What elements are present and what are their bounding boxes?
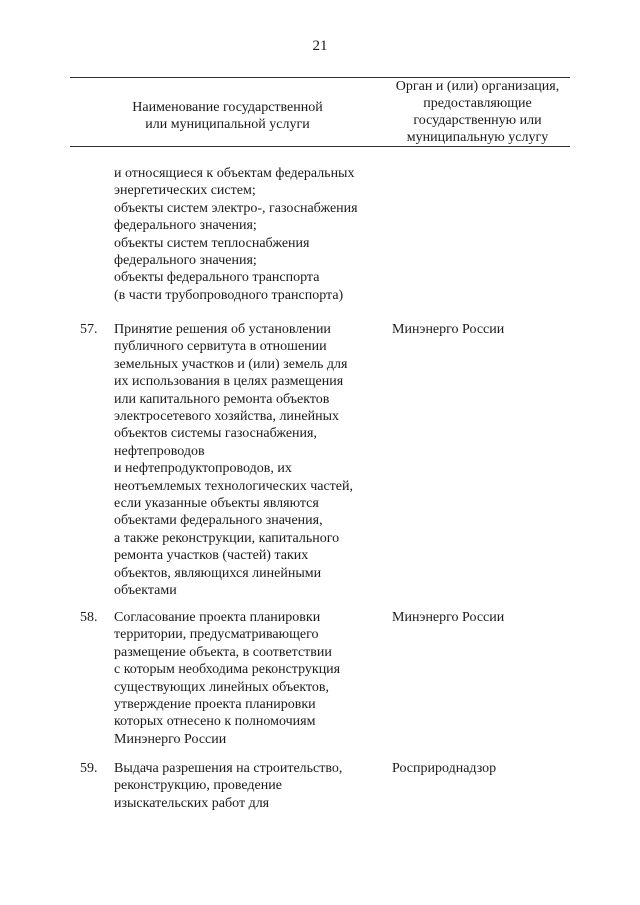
row-number: 58. [80,610,98,625]
row-organization: Минэнерго России [392,610,505,625]
row-service: Принятие решения об установлении публичного сервитута в отношении земельных участков и (или) земель для их использования в целях размещения или капитального ремонта объектов электросетевого хозяйства, линейных объектов системы газоснабжения, нефтепроводов и нефтепродуктопроводов, их неотъемлемых технологических частей, если указанные объекты являются объектами федерального значения, а также реконструкции, капитального ремонта участков (частей) таких объектов, являющихся линейными объектами [114,322,353,599]
row-number: 59. [80,761,98,776]
header-service-name: Наименование государственной или муниципальной услуги [132,100,323,132]
row-organization: Минэнерго России [392,322,505,337]
row-organization: Росприроднадзор [392,761,497,776]
page-number: 21 [312,38,328,54]
row-number: 57. [80,322,98,337]
row-service: Выдача разрешения на строительство, реконструкцию, проведение изыскательских работ для [114,761,343,811]
row-service: Согласование проекта планировки территории, предусматривающего размещение объекта, в соответствии с которым необходима реконструкция существующих линейных объектов, утверждение проекта планировки которых отнесено к полномочиям Минэнерго России [114,610,341,747]
table-header [70,77,570,147]
continuation-text: и относящиеся к объектам федеральных энергетических систем; объекты систем электро-, газоснабжения федерального значения; объекты систем теплоснабжения федерального значения; объекты федерального транспорта (в части трубопроводного транспорта) [114,166,358,303]
header-organization: Орган и (или) организация, предоставляющие государственную или муниципальную услугу [395,79,560,145]
